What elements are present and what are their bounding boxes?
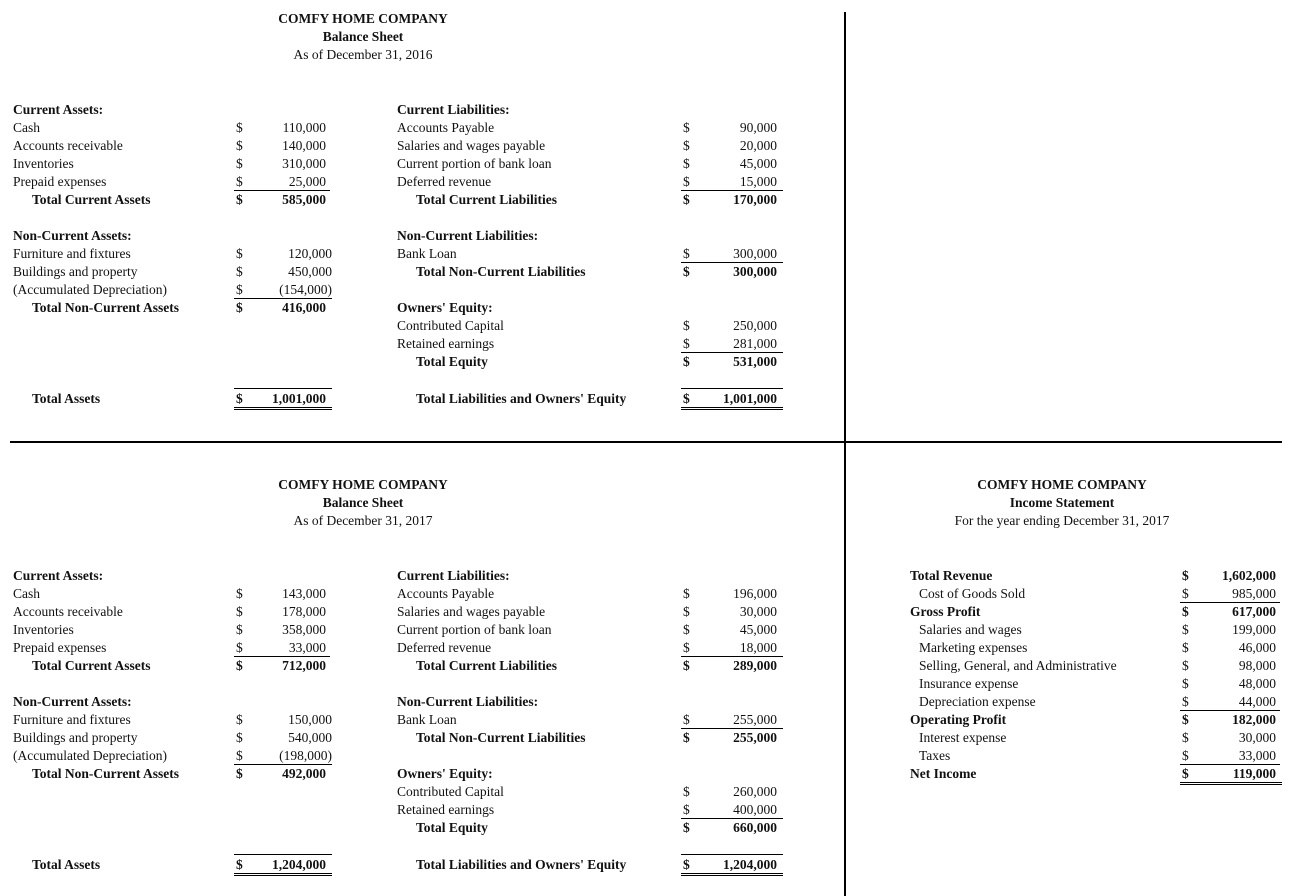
dollar-sign: $ [683, 336, 690, 351]
line-item-label: Current portion of bank loan [397, 156, 552, 171]
line-item-value: 15,000 [739, 174, 777, 189]
dollar-sign: $ [1182, 622, 1189, 637]
statement-date: As of December 31, 2017 [293, 513, 433, 528]
line-item-value: 300,000 [733, 246, 777, 261]
statement-date: As of December 31, 2016 [293, 47, 433, 62]
dollar-sign: $ [236, 156, 243, 171]
line-item-value: 358,000 [282, 622, 326, 637]
dollar-sign: $ [1182, 676, 1189, 691]
total-value: 585,000 [282, 192, 326, 207]
line-item-value: 18,000 [739, 640, 777, 655]
double-underline [1180, 784, 1282, 785]
horizontal-divider [10, 441, 1282, 443]
line-item-label: Prepaid expenses [13, 174, 107, 189]
line-item-value: 140,000 [282, 138, 326, 153]
line-item-label: Cash [13, 120, 40, 135]
dollar-sign: $ [683, 264, 690, 279]
line-item-label: Contributed Capital [397, 784, 504, 799]
dollar-sign: $ [1182, 730, 1189, 745]
line-item-value: 90,000 [739, 120, 777, 135]
statement-title: Income Statement [1009, 495, 1115, 510]
line-item-value: 255,000 [733, 712, 777, 727]
double-underline [234, 407, 332, 408]
line-item-value: 196,000 [733, 586, 777, 601]
dollar-sign: $ [683, 246, 690, 261]
line-item-value: (198,000) [279, 748, 332, 763]
total-label: Total Equity [416, 354, 488, 369]
current-assets-heading: Current Assets: [13, 568, 104, 583]
total-assets-value: 1,001,000 [272, 391, 326, 406]
dollar-sign: $ [236, 174, 243, 189]
dollar-sign: $ [1182, 586, 1189, 601]
double-underline [681, 409, 783, 410]
current-assets-heading: Current Assets: [13, 102, 104, 117]
double-underline [234, 875, 332, 876]
line-item-value: 450,000 [288, 264, 332, 279]
income-line-label: Insurance expense [919, 676, 1019, 691]
income-line-value: 48,000 [1238, 676, 1276, 691]
total-value: 289,000 [733, 658, 777, 673]
line-item-label: Bank Loan [397, 246, 457, 261]
total-assets-label: Total Assets [32, 857, 101, 872]
current-liabilities-heading: Current Liabilities: [397, 568, 510, 583]
dollar-sign: $ [1182, 766, 1189, 781]
total-label: Total Equity [416, 820, 488, 835]
total-liabilities-equity-value: 1,204,000 [723, 857, 777, 872]
line-item-value: 281,000 [733, 336, 777, 351]
total-value: 170,000 [733, 192, 777, 207]
line-item-value: 143,000 [282, 586, 326, 601]
dollar-sign: $ [236, 282, 243, 297]
income-line-value: 199,000 [1232, 622, 1276, 637]
line-item-value: 20,000 [739, 138, 777, 153]
line-item-label: Furniture and fixtures [13, 246, 131, 261]
dollar-sign: $ [683, 354, 690, 369]
line-item-value: 33,000 [288, 640, 326, 655]
dollar-sign: $ [236, 586, 243, 601]
line-item-label: (Accumulated Depreciation) [13, 282, 168, 297]
line-item-label: Salaries and wages payable [397, 138, 546, 153]
double-underline [681, 873, 783, 874]
line-item-label: Accounts receivable [13, 138, 123, 153]
income-subtotal-value: 617,000 [1232, 604, 1276, 619]
dollar-sign: $ [236, 192, 243, 207]
income-subtotal-label: Operating Profit [910, 712, 1007, 727]
double-underline [234, 873, 332, 874]
dollar-sign: $ [683, 174, 690, 189]
current-liabilities-heading: Current Liabilities: [397, 102, 510, 117]
dollar-sign: $ [683, 622, 690, 637]
line-item-label: Cash [13, 586, 40, 601]
line-item-label: Bank Loan [397, 712, 457, 727]
dollar-sign: $ [236, 712, 243, 727]
dollar-sign: $ [683, 857, 690, 872]
total-liabilities-equity-label: Total Liabilities and Owners' Equity [416, 391, 627, 406]
total-liabilities-equity-value: 1,001,000 [723, 391, 777, 406]
total-value: 255,000 [733, 730, 777, 745]
income-subtotal-label: Gross Profit [910, 604, 981, 619]
income-line-label: Taxes [919, 748, 951, 763]
line-item-value: 120,000 [288, 246, 332, 261]
company-name: COMFY HOME COMPANY [977, 477, 1147, 492]
income-line-label: Interest expense [919, 730, 1007, 745]
line-item-label: Accounts Payable [397, 120, 495, 135]
dollar-sign: $ [1182, 658, 1189, 673]
double-underline [681, 407, 783, 408]
dollar-sign: $ [683, 120, 690, 135]
line-item-label: Furniture and fixtures [13, 712, 131, 727]
income-subtotal-label: Net Income [910, 766, 977, 781]
income-line-value: 30,000 [1238, 730, 1276, 745]
total-label: Total Current Assets [32, 192, 151, 207]
dollar-sign: $ [236, 604, 243, 619]
line-item-value: (154,000) [279, 282, 332, 297]
dollar-sign: $ [236, 857, 243, 872]
vertical-divider [844, 12, 846, 896]
statement-date: For the year ending December 31, 2017 [954, 513, 1170, 528]
line-item-value: 260,000 [733, 784, 777, 799]
dollar-sign: $ [683, 138, 690, 153]
total-label: Total Non-Current Assets [32, 300, 180, 315]
dollar-sign: $ [236, 748, 243, 763]
dollar-sign: $ [683, 156, 690, 171]
noncurrent-assets-heading: Non-Current Assets: [13, 694, 132, 709]
income-subtotal-value: 182,000 [1232, 712, 1276, 727]
income-line-label: Marketing expenses [919, 640, 1028, 655]
dollar-sign: $ [683, 391, 690, 406]
line-item-value: 45,000 [739, 156, 777, 171]
income-line-label: Depreciation expense [919, 694, 1036, 709]
line-item-label: Deferred revenue [397, 640, 492, 655]
total-label: Total Non-Current Liabilities [416, 730, 586, 745]
income-subtotal-label: Total Revenue [910, 568, 993, 583]
total-label: Total Current Assets [32, 658, 151, 673]
total-label: Total Current Liabilities [416, 658, 558, 673]
line-item-value: 30,000 [739, 604, 777, 619]
noncurrent-liabilities-heading: Non-Current Liabilities: [397, 228, 539, 243]
total-assets-value: 1,204,000 [272, 857, 326, 872]
line-item-value: 110,000 [282, 120, 326, 135]
dollar-sign: $ [236, 730, 243, 745]
line-item-value: 45,000 [739, 622, 777, 637]
dollar-sign: $ [236, 138, 243, 153]
total-overline [234, 388, 332, 389]
income-line-label: Cost of Goods Sold [919, 586, 1026, 601]
dollar-sign: $ [1182, 568, 1189, 583]
dollar-sign: $ [236, 264, 243, 279]
dollar-sign: $ [236, 658, 243, 673]
dollar-sign: $ [683, 784, 690, 799]
line-item-value: 178,000 [282, 604, 326, 619]
total-value: 300,000 [733, 264, 777, 279]
line-item-label: Prepaid expenses [13, 640, 107, 655]
line-item-value: 150,000 [288, 712, 332, 727]
dollar-sign: $ [1182, 712, 1189, 727]
dollar-sign: $ [683, 318, 690, 333]
double-underline [1180, 782, 1282, 783]
income-line-value: 98,000 [1238, 658, 1276, 673]
total-value: 660,000 [733, 820, 777, 835]
total-overline [681, 854, 783, 855]
line-item-label: Deferred revenue [397, 174, 492, 189]
company-name: COMFY HOME COMPANY [278, 11, 448, 26]
dollar-sign: $ [236, 640, 243, 655]
double-underline [234, 409, 332, 410]
line-item-value: 310,000 [282, 156, 326, 171]
income-line-value: 33,000 [1238, 748, 1276, 763]
income-line-value: 44,000 [1238, 694, 1276, 709]
income-line-value: 985,000 [1232, 586, 1276, 601]
line-item-label: Accounts receivable [13, 604, 123, 619]
dollar-sign: $ [1182, 748, 1189, 763]
equity-heading: Owners' Equity: [397, 766, 493, 781]
dollar-sign: $ [236, 300, 243, 315]
dollar-sign: $ [683, 640, 690, 655]
dollar-sign: $ [236, 120, 243, 135]
line-item-label: Accounts Payable [397, 586, 495, 601]
income-subtotal-value: 119,000 [1232, 766, 1276, 781]
line-item-label: Salaries and wages payable [397, 604, 546, 619]
line-item-label: Retained earnings [397, 336, 495, 351]
line-item-label: Inventories [13, 156, 74, 171]
line-item-label: Current portion of bank loan [397, 622, 552, 637]
dollar-sign: $ [1182, 694, 1189, 709]
dollar-sign: $ [236, 246, 243, 261]
noncurrent-liabilities-heading: Non-Current Liabilities: [397, 694, 539, 709]
total-liabilities-equity-label: Total Liabilities and Owners' Equity [416, 857, 627, 872]
total-value: 712,000 [282, 658, 326, 673]
line-item-label: (Accumulated Depreciation) [13, 748, 168, 763]
total-label: Total Non-Current Assets [32, 766, 180, 781]
equity-heading: Owners' Equity: [397, 300, 493, 315]
double-underline [681, 875, 783, 876]
dollar-sign: $ [683, 802, 690, 817]
total-assets-label: Total Assets [32, 391, 101, 406]
dollar-sign: $ [683, 586, 690, 601]
dollar-sign: $ [236, 391, 243, 406]
income-subtotal-value: 1,602,000 [1222, 568, 1276, 583]
line-item-label: Retained earnings [397, 802, 495, 817]
dollar-sign: $ [683, 192, 690, 207]
line-item-label: Inventories [13, 622, 74, 637]
line-item-value: 540,000 [288, 730, 332, 745]
total-value: 416,000 [282, 300, 326, 315]
dollar-sign: $ [1182, 604, 1189, 619]
total-overline [681, 388, 783, 389]
dollar-sign: $ [683, 730, 690, 745]
statement-title: Balance Sheet [322, 495, 404, 510]
total-value: 531,000 [733, 354, 777, 369]
total-label: Total Current Liabilities [416, 192, 558, 207]
dollar-sign: $ [683, 712, 690, 727]
dollar-sign: $ [236, 622, 243, 637]
statement-title: Balance Sheet [322, 29, 404, 44]
dollar-sign: $ [683, 604, 690, 619]
income-line-label: Selling, General, and Administrative [919, 658, 1117, 673]
total-value: 492,000 [282, 766, 326, 781]
line-item-label: Buildings and property [13, 730, 138, 745]
line-item-value: 400,000 [733, 802, 777, 817]
dollar-sign: $ [236, 766, 243, 781]
dollar-sign: $ [683, 820, 690, 835]
line-item-value: 25,000 [288, 174, 326, 189]
noncurrent-assets-heading: Non-Current Assets: [13, 228, 132, 243]
dollar-sign: $ [683, 658, 690, 673]
total-label: Total Non-Current Liabilities [416, 264, 586, 279]
line-item-label: Buildings and property [13, 264, 138, 279]
company-name: COMFY HOME COMPANY [278, 477, 448, 492]
income-line-label: Salaries and wages [919, 622, 1022, 637]
line-item-label: Contributed Capital [397, 318, 504, 333]
income-line-value: 46,000 [1238, 640, 1276, 655]
line-item-value: 250,000 [733, 318, 777, 333]
dollar-sign: $ [1182, 640, 1189, 655]
total-overline [234, 854, 332, 855]
